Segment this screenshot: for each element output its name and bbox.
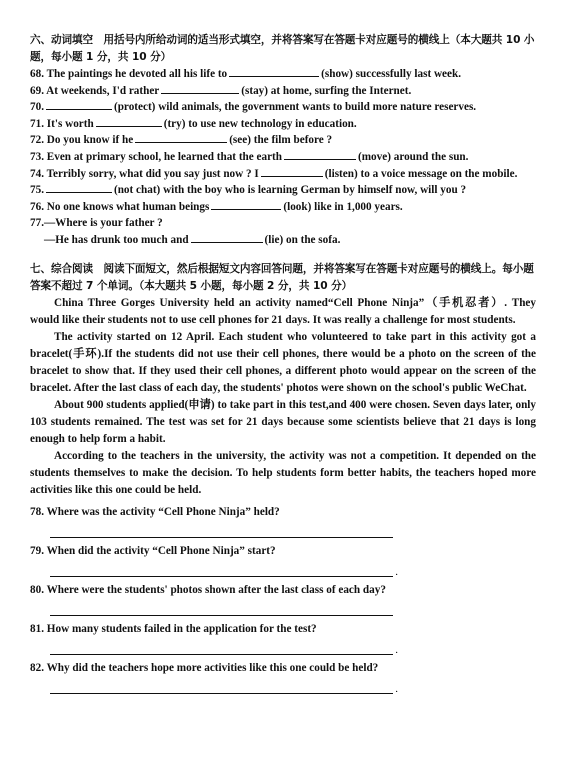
answer-line-82[interactable]: . [50, 692, 393, 694]
answer-line-79[interactable]: . [50, 575, 393, 577]
question-77-prompt: 77.—Where is your father ? [30, 217, 163, 230]
answer-blank-71[interactable] [96, 125, 162, 127]
question-80: 80. Where were the students' photos shown after the last class of each day? [30, 583, 386, 596]
question-68: 68. The paintings he devoted all his life to (show) successfully last week. [30, 68, 461, 80]
section6-heading: 六、动词填空 用括号内所给动词的适当形式填空，并将答案写在答题卡对应题号的横线上（本大题共 10 小题，每小题 1 分，共 10 分） [30, 34, 535, 63]
answer-blank-68[interactable] [229, 75, 319, 77]
answer-line-80[interactable] [50, 614, 393, 616]
answer-blank-70[interactable] [46, 108, 112, 110]
answer-blank-75[interactable] [46, 191, 112, 193]
answer-blank-73[interactable] [284, 158, 356, 160]
answer-line-81[interactable]: . [50, 653, 393, 655]
question-77: —He has drunk too much and (lie) on the sofa. [44, 233, 341, 246]
reading-paragraph-4: According to the teachers in the university, the activity was not a competition. It depended on the students themselves to make the decision. To help students form better habits, the teachers hoped more activities like this one could be held. [30, 449, 536, 496]
question-79: 79. When did the activity “Cell Phone Ninja” start? [30, 544, 276, 557]
answer-line-78[interactable] [50, 536, 393, 538]
question-74: 74. Terribly sorry, what did you say just now ? I (listen) to a voice message on the mobile. [30, 167, 518, 180]
question-82: 82. Why did the teachers hope more activities like this one could be held? [30, 661, 379, 674]
question-78: 78. Where was the activity “Cell Phone Ninja” held? [30, 505, 280, 518]
question-73: 73. Even at primary school, he learned that the earth (move) around the sun. [30, 150, 469, 163]
question-81: 81. How many students failed in the application for the test? [30, 622, 317, 635]
question-70: 70. (protect) wild animals, the government wants to build more nature reserves. [30, 101, 477, 114]
question-71: 71. It's worth (try) to use new technology in education. [30, 117, 357, 130]
question-75: 75. (not chat) with the boy who is learning German by himself now, will you ? [30, 184, 467, 197]
section7-heading: 七、综合阅读 阅读下面短文，然后根据短文内容回答问题，并将答案写在答题卡对应题号的横线上。每小题答案不超过 7 个单词。（本大题共 5 小题，每小题 2 分，共 10 分） [30, 262, 534, 292]
answer-blank-76[interactable] [211, 208, 281, 210]
answer-blank-74[interactable] [261, 175, 323, 177]
answer-blank-72[interactable] [135, 141, 227, 143]
reading-paragraph-2: The activity started on 12 April. Each student who volunteered to take part in this activity got a bracelet(手环).If the students did not use their cell phones, there would be a photo on the screen of the bracelet to show that. If they used their cell phones, a different photo would appear on the screen of the bracelet. After the last class of each day, the students' photos were shown on the school's public WeChat. [30, 330, 536, 394]
question-72: 72. Do you know if he (see) the film before ? [30, 134, 333, 147]
reading-paragraph-1: China Three Gorges University held an activity named“Cell Phone Ninja”（手机忍者）. They would like their students not to use cell phones for 21 days. It was really a challenge for most students. [30, 296, 536, 326]
question-69: 69. At weekends, I'd rather (stay) at home, surfing the Internet. [30, 84, 412, 97]
reading-paragraph-3: About 900 students applied(申请) to take part in this test,and 400 were chosen. Seven days later, only 103 students remained. The test was set for 21 days because some scientists believe that 21 days is long enough to help form a habit. [30, 398, 536, 445]
question-76: 76. No one knows what human beings (look) like in 1,000 years. [30, 200, 403, 213]
answer-blank-77[interactable] [191, 241, 263, 243]
answer-blank-69[interactable] [161, 92, 239, 94]
